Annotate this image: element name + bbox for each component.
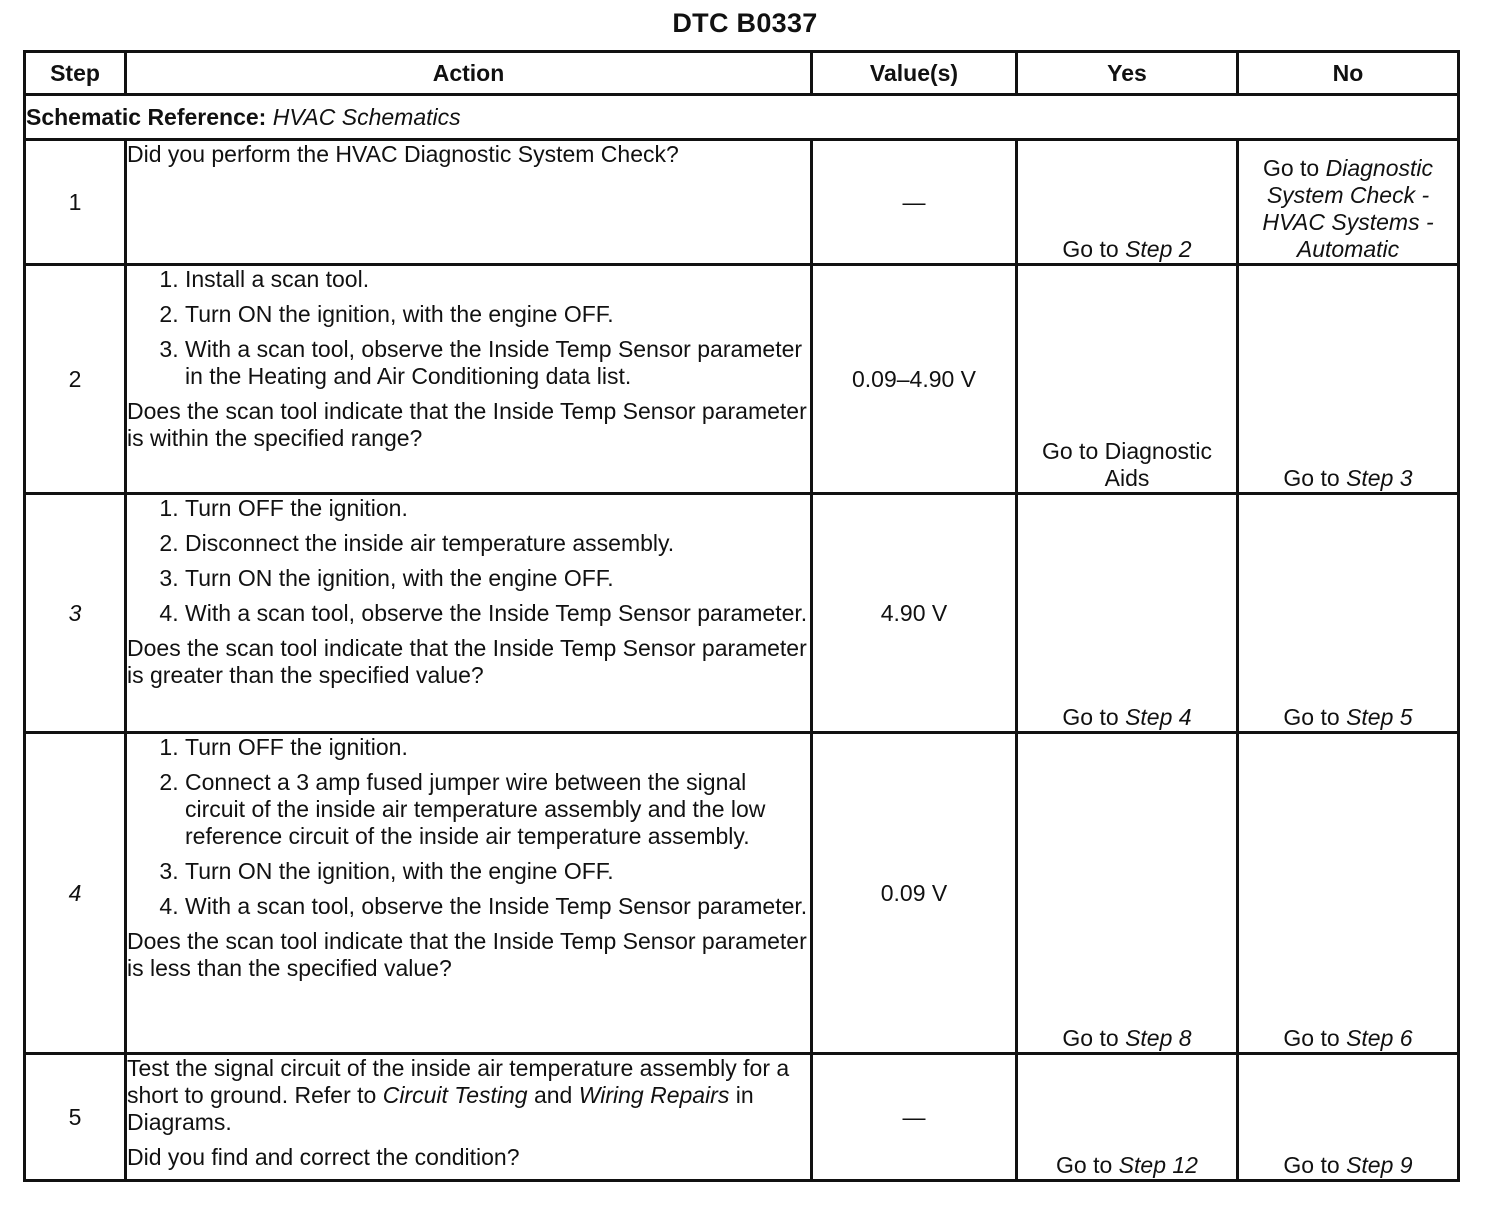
- table-row: [25, 494, 1459, 733]
- step-number: 2: [25, 265, 126, 494]
- schematic-reference-link[interactable]: HVAC Schematics: [272, 103, 461, 130]
- step-number: 4: [25, 733, 126, 1054]
- header-yes: Yes: [1017, 52, 1238, 95]
- no-prefix: Go to: [1283, 465, 1340, 491]
- no-link[interactable]: Step 9: [1346, 1152, 1413, 1178]
- table-row: [25, 733, 1459, 1054]
- action-question: Does the scan tool indicate that the Inside Temp Sensor parameter is greater than the specified value?: [127, 635, 807, 688]
- value-cell: —: [812, 140, 1017, 265]
- no-prefix: Go to: [1283, 1025, 1340, 1051]
- dtc-table: [23, 50, 1460, 1182]
- header-values: Value(s): [812, 52, 1017, 95]
- table-row: [25, 1054, 1459, 1181]
- action-item: 1. Install a scan tool.: [185, 266, 810, 293]
- no-cell: [1238, 1054, 1459, 1181]
- action-question: Did you find and correct the condition?: [127, 1144, 520, 1170]
- yes-link[interactable]: Step 12: [1118, 1152, 1198, 1178]
- yes-prefix: Go to: [1062, 1025, 1119, 1051]
- action-item: 1. Turn OFF the ignition.: [185, 734, 810, 761]
- action-item: 1. Turn OFF the ignition.: [185, 495, 810, 522]
- no-cell: [1238, 733, 1459, 1054]
- action-text-part: and: [533, 1082, 573, 1108]
- page-title: DTC B0337: [672, 8, 818, 38]
- action-item: 2. Turn ON the ignition, with the engine OFF.: [185, 301, 810, 328]
- action-cell: [126, 1054, 812, 1181]
- no-link[interactable]: Step 5: [1346, 704, 1413, 730]
- no-cell: [1238, 265, 1459, 494]
- no-link[interactable]: Step 6: [1346, 1025, 1413, 1051]
- action-item: 2. Connect a 3 amp fused jumper wire between the signal circuit of the inside air temperature assembly and the low reference circuit of the inside air temperature assembly.: [185, 769, 810, 850]
- yes-cell: [1017, 494, 1238, 733]
- yes-link[interactable]: Step 4: [1125, 704, 1192, 730]
- action-item: 2. Disconnect the inside air temperature assembly.: [185, 530, 810, 557]
- action-text-part: Test the signal circuit of the inside air temperature assembly for a short to ground. Refer to: [127, 1055, 790, 1108]
- no-link[interactable]: Step 3: [1346, 465, 1413, 491]
- action-text-part: in Diagrams.: [127, 1082, 754, 1135]
- action-item: 4. With a scan tool, observe the Inside Temp Sensor parameter.: [185, 893, 810, 920]
- yes-cell[interactable]: Go to Diagnostic Aids: [1017, 265, 1238, 494]
- yes-cell: [1017, 733, 1238, 1054]
- yes-cell: [1017, 140, 1238, 265]
- header-action: Action: [126, 52, 812, 95]
- action-cell: [126, 733, 812, 1054]
- action-cell: [126, 494, 812, 733]
- action-question: Did you perform the HVAC Diagnostic System Check?: [127, 141, 679, 167]
- yes-link[interactable]: Step 2: [1125, 236, 1192, 262]
- action-item: 3. With a scan tool, observe the Inside Temp Sensor parameter in the Heating and Air Conditioning data list.: [185, 336, 810, 390]
- schematic-reference: [25, 95, 1459, 140]
- action-item: 3. Turn ON the ignition, with the engine OFF.: [185, 858, 810, 885]
- yes-link[interactable]: Step 8: [1125, 1025, 1192, 1051]
- no-prefix: Go to: [1262, 155, 1320, 181]
- no-link[interactable]: Diagnostic System Check - HVAC Systems - Automatic: [1262, 155, 1434, 262]
- circuit-testing-link[interactable]: Circuit Testing: [382, 1082, 528, 1108]
- yes-prefix: Go to: [1056, 1152, 1113, 1178]
- action-text: [127, 1055, 810, 1136]
- yes-prefix: Go to: [1062, 236, 1119, 262]
- action-question: Does the scan tool indicate that the Inside Temp Sensor parameter is less than the specified value?: [127, 928, 807, 981]
- header-no: No: [1238, 52, 1459, 95]
- action-cell: [126, 140, 812, 265]
- schematic-reference-label: Schematic Reference:: [26, 103, 267, 130]
- step-number: 1: [25, 140, 126, 265]
- action-list: [127, 266, 810, 390]
- value-cell: 0.09 V: [812, 733, 1017, 1054]
- schematic-reference-row: [25, 95, 1459, 140]
- no-prefix: Go to: [1283, 704, 1340, 730]
- yes-prefix: Go to: [1062, 704, 1119, 730]
- step-number: 3: [25, 494, 126, 733]
- action-question: Does the scan tool indicate that the Inside Temp Sensor parameter is within the specified range?: [127, 398, 807, 451]
- action-item: 3. Turn ON the ignition, with the engine OFF.: [185, 565, 810, 592]
- action-list: [127, 495, 810, 627]
- action-cell: [126, 265, 812, 494]
- action-list: [127, 734, 810, 920]
- no-prefix: Go to: [1283, 1152, 1340, 1178]
- value-cell: 4.90 V: [812, 494, 1017, 733]
- table-header-row: [25, 52, 1459, 95]
- value-cell: 0.09–4.90 V: [812, 265, 1017, 494]
- yes-cell: [1017, 1054, 1238, 1181]
- table-row: [25, 140, 1459, 265]
- action-item: 4. With a scan tool, observe the Inside Temp Sensor parameter.: [185, 600, 810, 627]
- step-number: 5: [25, 1054, 126, 1181]
- no-cell: [1238, 494, 1459, 733]
- wiring-repairs-link[interactable]: Wiring Repairs: [578, 1082, 730, 1108]
- no-cell: [1238, 140, 1459, 265]
- value-cell: —: [812, 1054, 1017, 1181]
- header-step: Step: [25, 52, 126, 95]
- table-row: [25, 265, 1459, 494]
